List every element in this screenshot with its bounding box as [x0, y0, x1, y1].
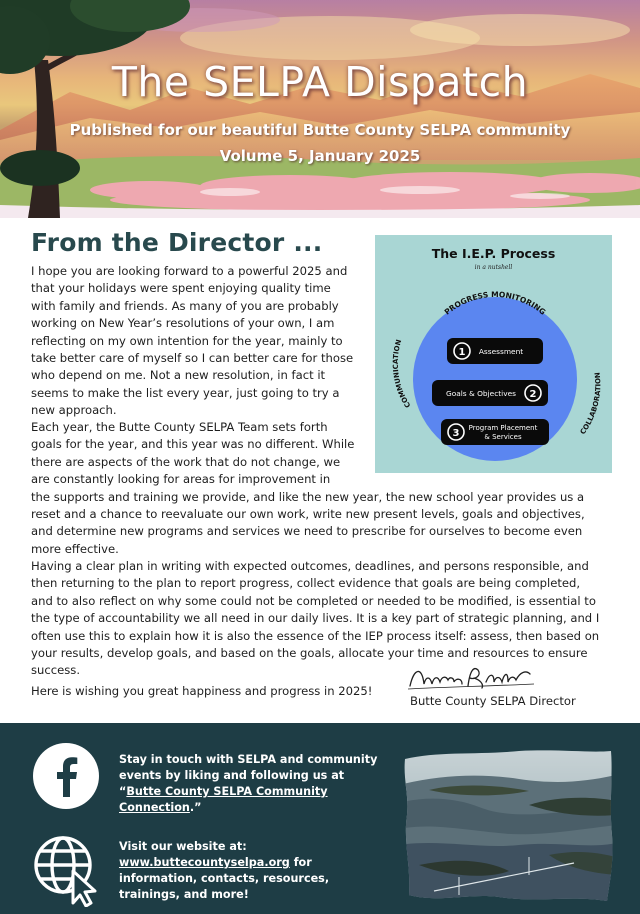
- paragraph-line: your results, develop goals, and based on the goals, allocate your time and resources to ensure: [31, 646, 588, 661]
- iep-title: The I.E.P. Process: [431, 246, 556, 261]
- paragraph-line: new approach.: [31, 403, 117, 418]
- social-text-end: .”: [189, 801, 202, 814]
- paragraph-1: [31, 263, 353, 420]
- paragraph-line: there are aspects of the work that do not change, we: [31, 454, 341, 469]
- svg-text:2: 2: [529, 389, 537, 400]
- director-signature: [404, 662, 539, 694]
- paragraph-line: goals for the year, and this year was no different. While: [31, 437, 355, 452]
- iep-subtitle: in a nutshell: [474, 264, 513, 271]
- landscape-painting: [0, 0, 640, 218]
- iep-process-graphic: [375, 235, 612, 473]
- footer-contact-bar: [0, 723, 640, 914]
- paragraph-line: reset and a chance to reevaluate our own work, write new present levels, goals and objectives,: [31, 507, 585, 522]
- website-text-after: for information, contacts, resources, trainings, and more!: [119, 856, 330, 901]
- social-text: Stay in touch with SELPA and community events by liking and following us at “: [119, 753, 378, 798]
- paragraph-line: more effective.: [31, 541, 119, 556]
- paragraph-line: seems to make the list every year, just going to try a: [31, 385, 340, 400]
- paragraph-line: and determine new programs and services we need to prescribe for ourselves to become even: [31, 524, 583, 539]
- paragraph-line: that your holidays were spent enjoying quality time: [31, 281, 331, 296]
- iep-cycle-diagram: [375, 235, 612, 473]
- paragraph-line: who depend on me. Not a new resolution, in fact it: [31, 368, 326, 383]
- arc-label-right: COLLABORATION: [578, 371, 603, 436]
- facebook-icon[interactable]: [33, 743, 99, 809]
- globe-cursor-icon[interactable]: [31, 833, 103, 907]
- website-link[interactable]: www.buttecountyselpa.org: [119, 856, 290, 869]
- paragraph-line: and to also reflect on why some could not be completed or needed to be modified, is essential to: [31, 593, 596, 608]
- paragraph-line: working on New Year’s resolutions of your own, I am: [31, 316, 335, 331]
- article-heading: From the Director ...: [31, 228, 323, 257]
- paragraph-line: are constantly looking for areas for improvement in: [31, 472, 331, 487]
- website-intro: Visit our website at:: [119, 840, 247, 853]
- paragraph-line: often use this to explain how it is also the essence of the IEP process itself: assess, then based on: [31, 628, 600, 643]
- paragraph-line: Having a clear plan in writing with expected outcomes, deadlines, and persons responsible, and: [31, 559, 589, 573]
- website-text: [119, 839, 384, 903]
- signature-caption: Butte County SELPA Director: [410, 694, 576, 708]
- lake-oroville-photo: [399, 745, 616, 905]
- svg-text:Assessment: Assessment: [478, 347, 524, 356]
- svg-text:3: 3: [452, 428, 460, 439]
- masthead-banner: [0, 0, 640, 218]
- newsletter-volume: Volume 5, January 2025: [219, 147, 421, 165]
- arc-label-left: COMMUNICATION: [391, 338, 413, 410]
- svg-text:1: 1: [458, 347, 466, 358]
- arc-label-top: PROGRESS MONITORING: [442, 289, 548, 317]
- iep-step-goals: [432, 380, 548, 406]
- paragraph-line: success.: [31, 663, 81, 678]
- paragraph-line: the type of accountability we all need in our daily lives. It is a key part of strategic planning, and I: [31, 611, 600, 626]
- svg-text:Goals & Objectives: Goals & Objectives: [445, 389, 517, 398]
- director-article: [0, 218, 640, 723]
- paragraph-line: I hope you are looking forward to a powerful 2025 and: [31, 264, 348, 278]
- paragraph-line: Each year, the Butte County SELPA Team sets forth: [31, 420, 328, 434]
- paragraph-line: with family and friends. As many of you are probably: [31, 298, 339, 313]
- paragraph-line: reflecting on my own intention for the year, mainly to: [31, 333, 343, 348]
- svg-text:Program Placement: Program Placement: [468, 424, 538, 432]
- social-follow-text: [119, 752, 384, 816]
- newsletter-subtitle: Published for our beautiful Butte County SELPA community: [69, 121, 571, 139]
- iep-step-placement: [441, 419, 549, 445]
- paragraph-line: the supports and training we provide, and like the new year, the new school year provides us a: [31, 489, 585, 504]
- paragraph-line: take better care of myself so I can better care for those: [31, 351, 354, 366]
- facebook-page-link[interactable]: Butte County SELPA Community Connection: [119, 785, 328, 814]
- iep-step-assessment: [447, 338, 543, 364]
- paragraph-line: then returning to the plan to report progress, collect evidence that goals are being completed,: [31, 576, 581, 591]
- closing-line: Here is wishing you great happiness and progress in 2025!: [31, 684, 373, 698]
- svg-text:& Services: & Services: [484, 433, 522, 441]
- newsletter-title: The SELPA Dispatch: [111, 58, 529, 106]
